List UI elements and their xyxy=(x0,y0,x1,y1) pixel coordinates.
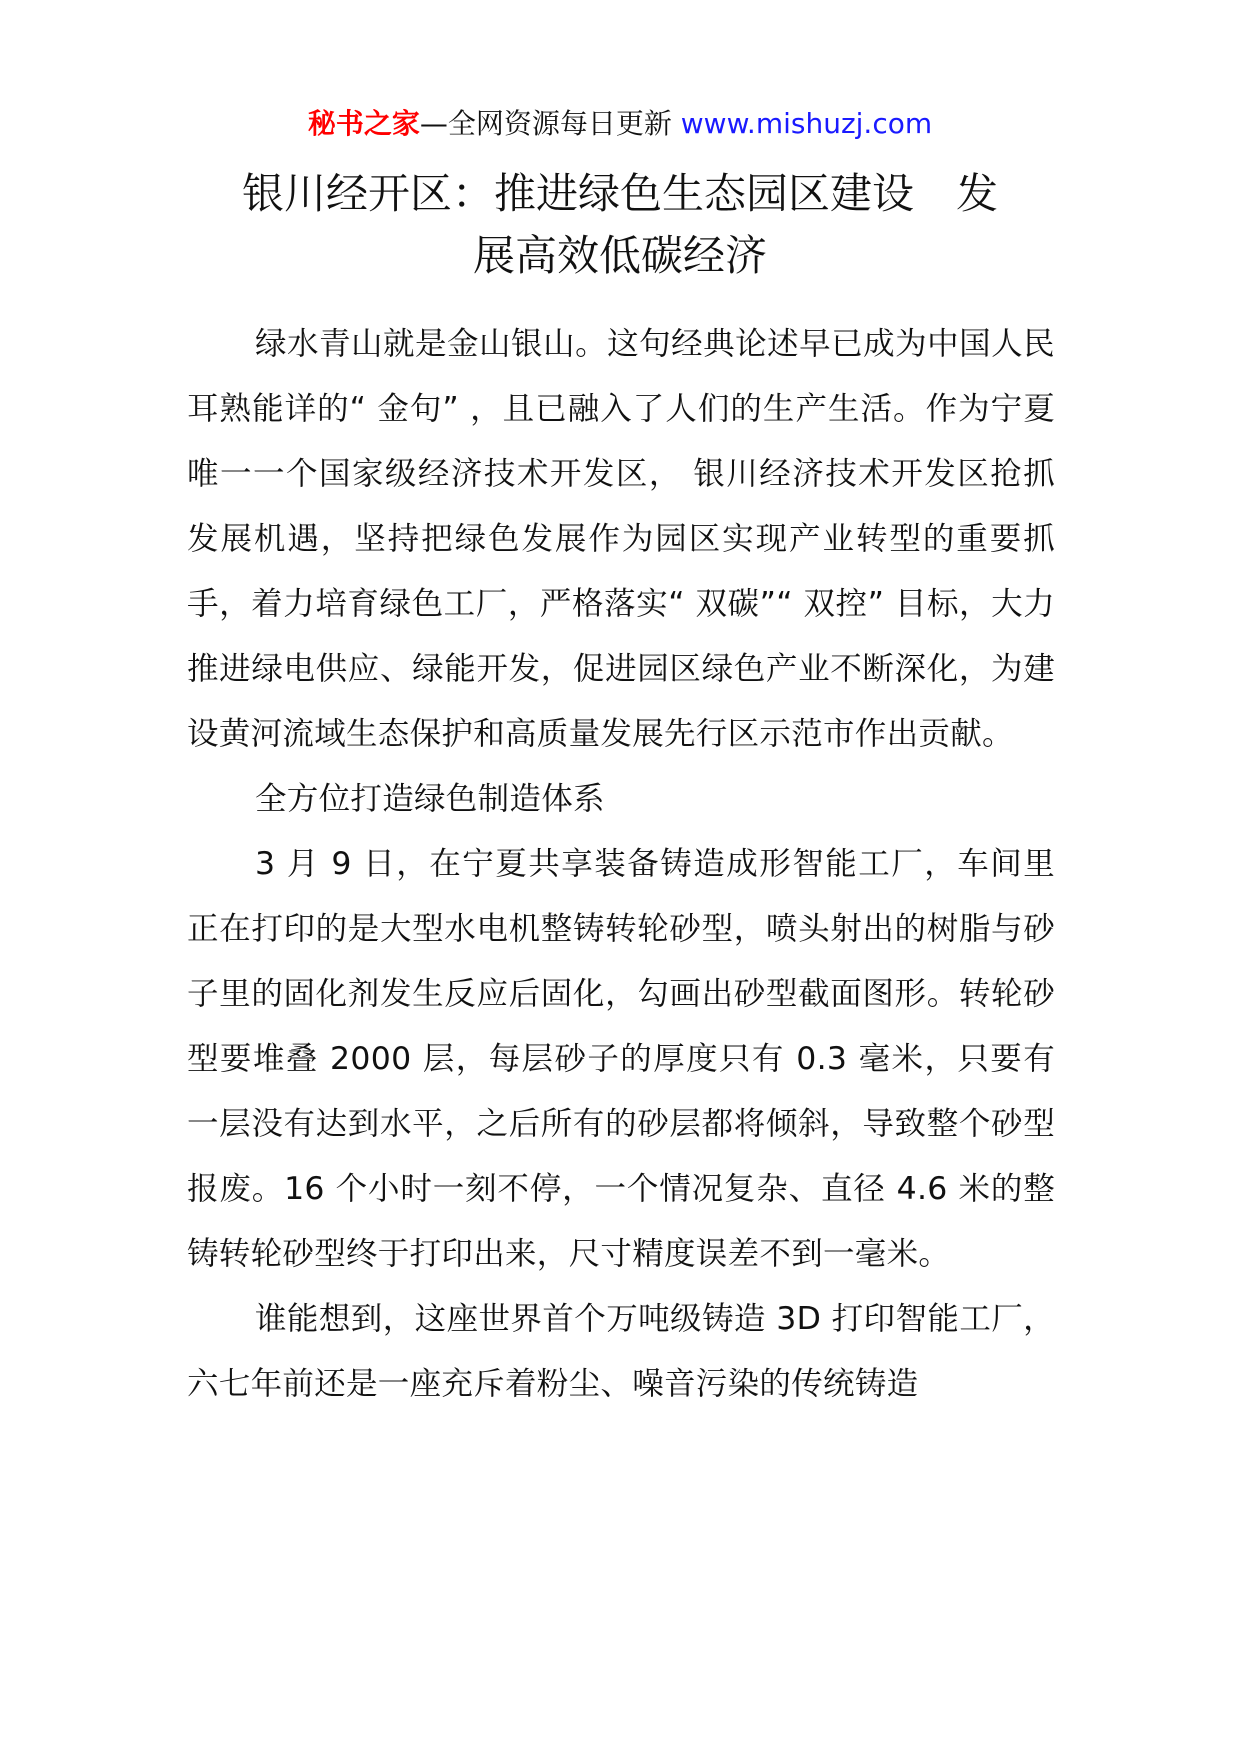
title-line-2: 展高效低碳经济 xyxy=(472,231,767,280)
site-url-link[interactable]: www.mishuzj.com xyxy=(680,107,933,140)
section-heading: 全方位打造绿色制造体系 xyxy=(255,781,605,817)
paragraph-intro: 绿水青山就是金山银山。这句经典论述早已成为中国人民耳熟能详的“ 金句” ，且已融入了人们的生产生活。作为宁夏唯一一个国家级经济技术开发区， 银川经济技术开发区抢抓发展机遇，坚持把绿色发展作为园区实现产业转型的重要抓手，着力培育绿色工厂，严格落实“ 双碳”“ 双控” 目标，大力推进绿电供应、绿能开发，促进园区绿色产业不断深化，为建设黄河流域生态保护和高质量发展先行区示范市作出贡献。 xyxy=(187,326,1055,752)
document-body xyxy=(187,312,1055,1417)
paragraph-history: 谁能想到，这座世界首个万吨级铸造 3D 打印智能工厂，六七年前还是一座充斥着粉尘、噪音污染的传统铸造 xyxy=(187,1301,1055,1402)
site-brand: 秘书之家 xyxy=(307,107,420,140)
title-line-1: 银川经开区：推进绿色生态园区建设 发 xyxy=(241,169,998,218)
paragraph-factory: 3 月 9 日，在宁夏共享装备铸造成形智能工厂，车间里正在打印的是大型水电机整铸转轮砂型，喷头射出的树脂与砂子里的固化剂发生反应后固化，勾画出砂型截面图形。转轮砂型要堆叠 2000 层，每层砂子的厚度只有 0.3 毫米，只要有一层没有达到水平，之后所有的砂层都将倾斜，导致整个砂型报废。16 个小时一刻不停，一个情况复杂、直径 4.6 米的整铸转轮砂型终于打印出来，尺寸精度误差不到一毫米。 xyxy=(187,846,1055,1272)
document-title xyxy=(190,163,1050,287)
site-header xyxy=(0,104,1240,144)
site-tagline: —全网资源每日更新 xyxy=(419,107,681,140)
